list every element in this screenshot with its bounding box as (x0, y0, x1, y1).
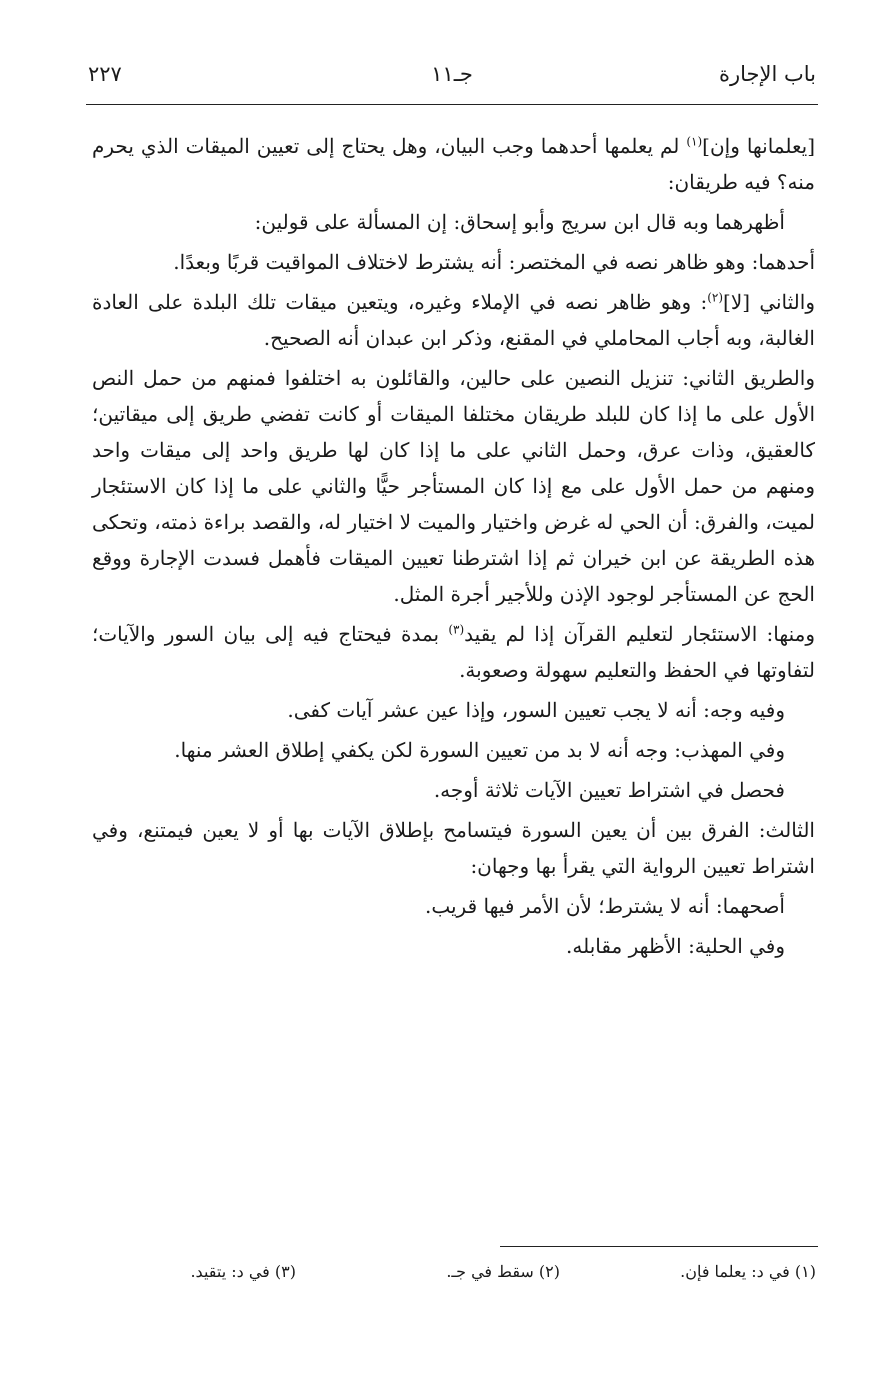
footnote: (١) في د: يعلما فإن. (680, 1262, 816, 1281)
paragraph: أحدهما: وهو ظاهر نصه في المختصر: أنه يشترط لاختلاف المواقيت قربًا وبعدًا. (173, 250, 815, 274)
header-rule (86, 104, 818, 105)
footnote-ref: (٢) (707, 290, 724, 305)
paragraph: أظهرهما وبه قال ابن سريج وأبو إسحاق: إن المسألة على قولين: (254, 210, 785, 234)
paragraph: الثالث: الفرق بين أن يعين السورة فيتسامح بإطلاق الآيات بها أو لا يعين فيمتنع، وفي اشتراط تعيين الرواية التي يقرأ بها وجهان: (92, 818, 815, 878)
footnote-ref: (١) (686, 134, 703, 149)
paragraph: ومنها: الاستئجار لتعليم القرآن إذا لم يقيد$^{(٣)}$ بمدة فيحتاج فيه إلى بيان السور والآيات؛ لتفاوتها في الحفظ والتعليم سهولة وصعوبة. (92, 622, 815, 682)
paragraph: وفي المهذب: وجه أنه لا بد من تعيين السورة لكن يكفي إطلاق العشر منها. (174, 738, 785, 762)
footnote-ref: (٣) (448, 622, 465, 637)
paragraph: أصحهما: أنه لا يشترط؛ لأن الأمر فيها قريب. (424, 894, 785, 918)
paragraph: والطريق الثاني: تنزيل النصين على حالين، والقائلون به اختلفوا فمنهم من حمل النص الأول على ما إذا كان للبلد طريقان مختلفا الميقات أو كانت تفضي طريق إلى ميقاتين؛ كالعقيق، وذات عرق، وحمل الثاني على ما إذا كان لها طريق واحد إلى ميقات واحد ومنهم من حمل الأول على مع إذا كان المستأجر حيًّا والثاني على ما إذا كان الاستئجار لميت، والفرق: أن الحي له غرض واختيار والميت لا اختيار له، والقصد براءة ذمته، وتحكى هذه الطريقة عن ابن خيران ثم إذا اشترطنا تعيين الميقات فأهمل فسدت الإجارة ووقع الحج عن المستأجر لوجود الإذن وللأجير أجرة المثل. (92, 366, 816, 606)
footnotes (150, 1262, 816, 1292)
footnote: (٢) سقط في جـ. (446, 1262, 560, 1281)
volume-number: جـ١١ (431, 62, 473, 86)
main-text (92, 128, 815, 968)
paragraph: والثاني [لا]$^{(٢)}$: وهو ظاهر نصه في الإملاء وغيره، ويتعين ميقات تلك البلدة على العادة الغالبة، وبه أجاب المحاملي في المقنع، وذكر ابن عبدان أنه الصحيح. (92, 290, 815, 350)
paragraph: [يعلمانها وإن]$^{(١)}$ لم يعلمها أحدهما وجب البيان، وهل يحتاج إلى تعيين الميقات الذي يحرم منه؟ فيه طريقان: (92, 134, 815, 194)
footnote-rule (500, 1246, 818, 1247)
paragraph: فحصل في اشتراط تعيين الآيات ثلاثة أوجه. (433, 778, 785, 802)
paragraph: وفي الحلية: الأظهر مقابله. (566, 934, 785, 958)
page-number: ٢٢٧ (88, 62, 122, 86)
paragraph: وفيه وجه: أنه لا يجب تعيين السور، وإذا عين عشر آيات كفى. (287, 698, 785, 722)
running-header (88, 62, 816, 96)
footnote: (٣) في د: يتقيد. (190, 1262, 296, 1281)
chapter-title: باب الإجارة (718, 62, 816, 86)
